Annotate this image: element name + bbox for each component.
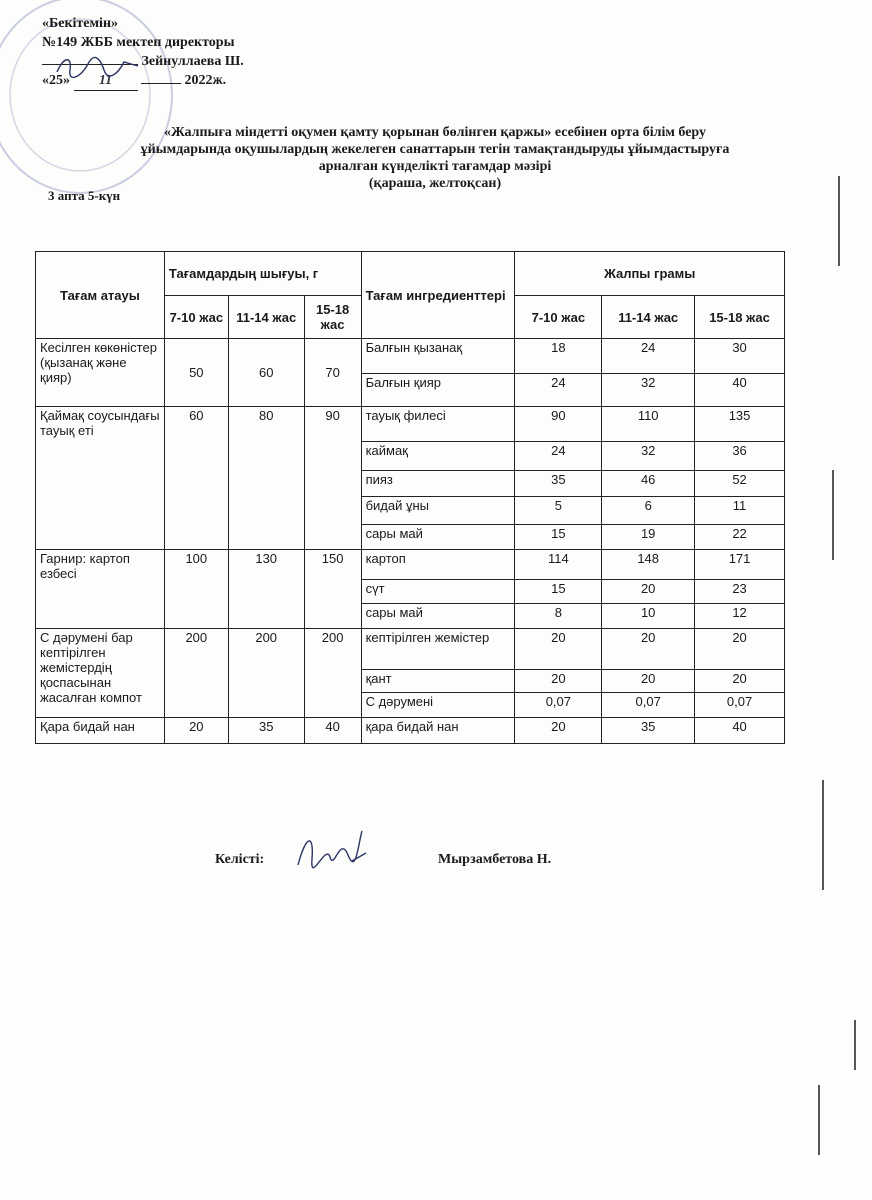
dish-output: 60	[164, 407, 228, 550]
header-total-age1: 7-10 жас	[515, 296, 602, 339]
approval-line1: «Бекітемін»	[42, 16, 119, 31]
ingredient-name: С дәрумені	[361, 693, 515, 718]
ingredient-name: сары май	[361, 604, 515, 629]
ingredient-grams: 19	[602, 525, 695, 550]
week-label: 3 апта 5-күн	[48, 188, 121, 203]
ingredient-grams: 46	[602, 470, 695, 497]
ingredient-grams: 20	[695, 628, 785, 669]
dish-output: 200	[228, 628, 304, 717]
ingredient-grams: 171	[695, 550, 785, 580]
ingredient-name: Балғын қызанақ	[361, 339, 515, 374]
approval-year: 2022ж.	[184, 73, 227, 88]
ingredient-name: қант	[361, 670, 515, 693]
approval-line2: №149 ЖББ мектеп директоры	[42, 35, 235, 50]
table-row	[36, 407, 785, 441]
ingredient-grams: 24	[515, 441, 602, 470]
ingredient-grams: 32	[602, 374, 695, 407]
ingredient-name: Балғын қияр	[361, 374, 515, 407]
dish-output: 200	[164, 628, 228, 717]
approval-day: «25»	[42, 73, 70, 88]
ingredient-grams: 20	[602, 670, 695, 693]
menu-table	[35, 251, 785, 744]
scan-mark	[838, 176, 840, 266]
ingredient-grams: 20	[695, 670, 785, 693]
ingredient-grams: 23	[695, 580, 785, 604]
scan-mark	[822, 780, 824, 890]
ingredient-grams: 24	[602, 339, 695, 374]
ingredient-name: картоп	[361, 550, 515, 580]
ingredient-grams: 35	[515, 470, 602, 497]
ingredient-grams: 12	[695, 604, 785, 629]
title-line3: арналған күнделікті тағамдар мәзірі	[318, 159, 552, 174]
ingredient-grams: 52	[695, 470, 785, 497]
header-ingredients: Тағам ингредиенттері	[361, 252, 515, 339]
dish-output: 150	[304, 550, 361, 629]
title-line4: (қараша, желтоқсан)	[368, 176, 502, 191]
ingredient-grams: 20	[602, 628, 695, 669]
ingredient-grams: 0,07	[602, 693, 695, 718]
ingredient-name: каймақ	[361, 441, 515, 470]
ingredient-grams: 20	[602, 580, 695, 604]
ingredient-grams: 20	[515, 628, 602, 669]
dish-output: 50	[164, 339, 228, 407]
dish-output: 60	[228, 339, 304, 407]
ingredient-name: бидай ұны	[361, 497, 515, 525]
dish-output: 90	[304, 407, 361, 550]
ingredient-grams: 20	[515, 670, 602, 693]
header-age2: 11-14 жас	[228, 296, 304, 339]
ingredient-grams: 32	[602, 441, 695, 470]
ingredient-grams: 110	[602, 407, 695, 441]
ingredient-name: кептірілген жемістер	[361, 628, 515, 669]
agreed-signature	[292, 825, 372, 875]
scan-mark	[832, 470, 834, 560]
ingredient-grams: 40	[695, 717, 785, 743]
ingredient-grams: 22	[695, 525, 785, 550]
dish-output: 80	[228, 407, 304, 550]
ingredient-grams: 90	[515, 407, 602, 441]
dish-output: 35	[228, 717, 304, 743]
dish-name: Қаймақ соусындағы тауық еті	[36, 407, 165, 550]
dish-name: Қара бидай нан	[36, 717, 165, 743]
header-output: Тағамдардың шығуы, г	[164, 252, 361, 296]
ingredient-grams: 135	[695, 407, 785, 441]
ingredient-grams: 15	[515, 525, 602, 550]
dish-output: 100	[164, 550, 228, 629]
title-line1: «Жалпыға міндетті оқумен қамту қорынан бөлінген қаржы» есебінен орта білім беру	[163, 125, 707, 140]
table-row	[36, 339, 785, 374]
document-title	[40, 124, 830, 192]
director-signature	[52, 52, 142, 82]
ingredient-name: пияз	[361, 470, 515, 497]
dish-name: Кесілген көкөністер (қызанақ және қияр)	[36, 339, 165, 407]
dish-output: 40	[304, 717, 361, 743]
ingredient-grams: 18	[515, 339, 602, 374]
ingredient-grams: 114	[515, 550, 602, 580]
ingredient-grams: 20	[515, 717, 602, 743]
dish-output: 20	[164, 717, 228, 743]
ingredient-grams: 0,07	[695, 693, 785, 718]
ingredient-grams: 36	[695, 441, 785, 470]
header-total-age3: 15-18 жас	[695, 296, 785, 339]
agreed-name: Мырзамбетова Н.	[438, 852, 552, 867]
dish-output: 200	[304, 628, 361, 717]
header-age1: 7-10 жас	[164, 296, 228, 339]
header-total-age2: 11-14 жас	[602, 296, 695, 339]
ingredient-grams: 15	[515, 580, 602, 604]
scan-mark	[818, 1085, 820, 1155]
dish-output: 70	[304, 339, 361, 407]
approval-month: 11	[74, 71, 138, 91]
ingredient-grams: 10	[602, 604, 695, 629]
ingredient-grams: 8	[515, 604, 602, 629]
ingredient-name: тауық филесі	[361, 407, 515, 441]
scan-mark	[854, 1020, 856, 1070]
ingredient-grams: 148	[602, 550, 695, 580]
dish-output: 130	[228, 550, 304, 629]
header-dish-name: Тағам атауы	[36, 252, 165, 339]
director-name: Зейнуллаева Ш.	[141, 54, 244, 69]
ingredient-grams: 30	[695, 339, 785, 374]
ingredient-name: сары май	[361, 525, 515, 550]
ingredient-grams: 24	[515, 374, 602, 407]
ingredient-grams: 0,07	[515, 693, 602, 718]
table-row	[36, 717, 785, 743]
title-line2: ұйымдарында оқушылардың жекелеген санаттарын тегін тамақтандыруды ұйымдастыруға	[140, 142, 730, 157]
ingredient-grams: 35	[602, 717, 695, 743]
header-total: Жалпы грамы	[515, 252, 785, 296]
header-age3: 15-18 жас	[304, 296, 361, 339]
table-row	[36, 550, 785, 580]
ingredient-grams: 6	[602, 497, 695, 525]
agreed-label: Келісті:	[215, 852, 265, 867]
ingredient-grams: 40	[695, 374, 785, 407]
table-row	[36, 628, 785, 669]
dish-name: С дәрумені бар кептірілген жемістердің қоспасынан жасалған компот	[36, 628, 165, 717]
ingredient-name: сүт	[361, 580, 515, 604]
ingredient-grams: 11	[695, 497, 785, 525]
ingredient-grams: 5	[515, 497, 602, 525]
ingredient-name: қара бидай нан	[361, 717, 515, 743]
dish-name: Гарнир: картоп езбесі	[36, 550, 165, 629]
